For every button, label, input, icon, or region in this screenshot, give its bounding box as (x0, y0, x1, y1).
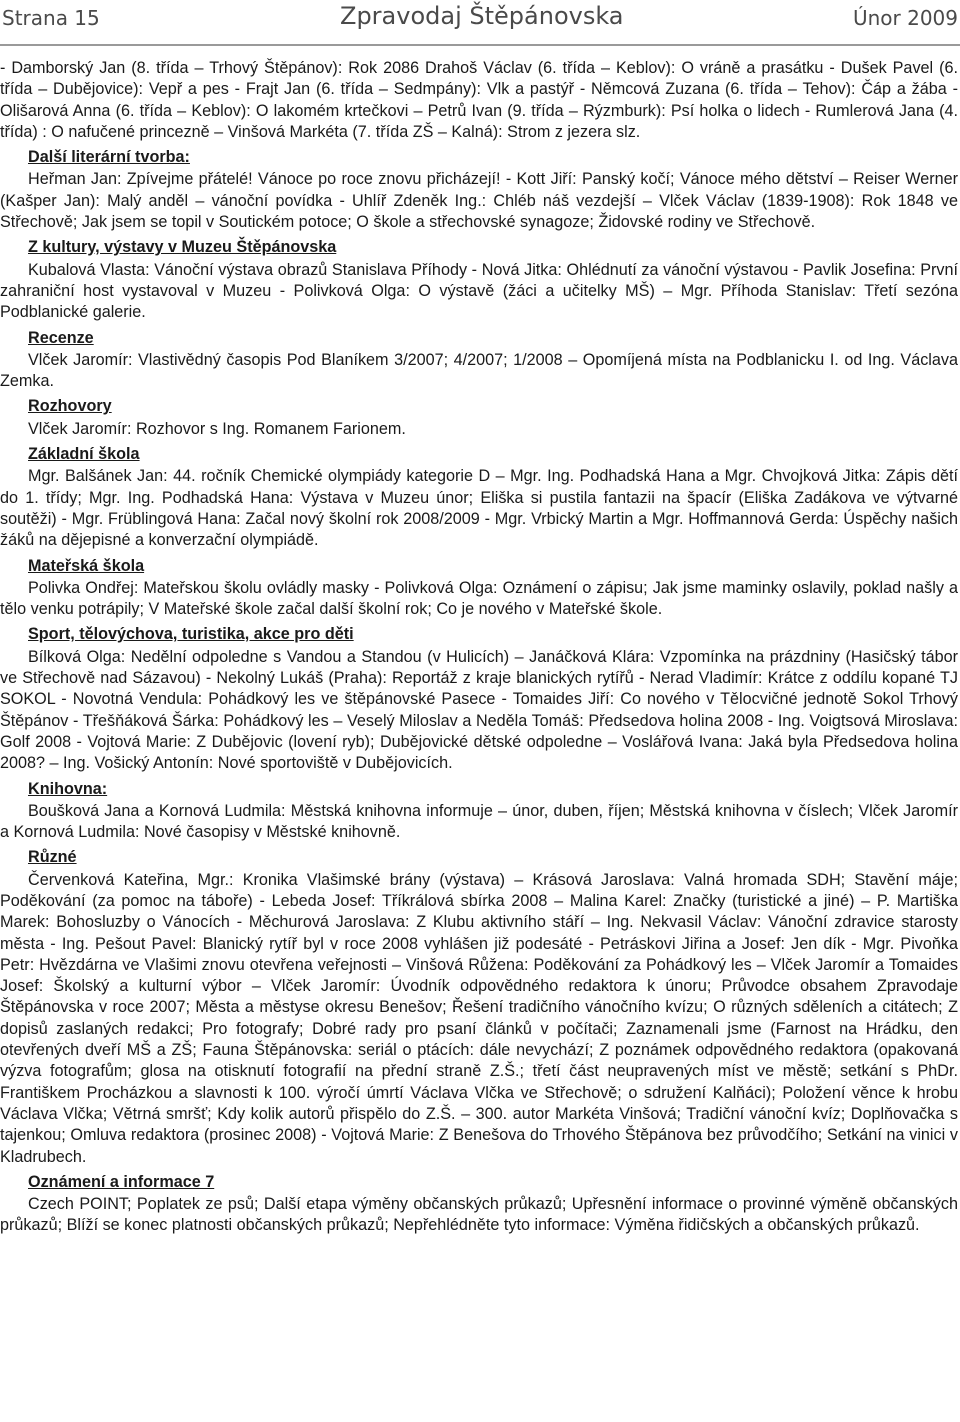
article-content (0, 58, 958, 1237)
section-heading: Mateřská škola (28, 556, 145, 575)
section-heading: Další literární tvorba: (28, 148, 190, 167)
section-text: Mgr. Balšánek Jan: 44. ročník Chemické olympiády kategorie D – Mgr. Ing. Podhadská Hana a Mgr. Chvojková Jitka: Zápis dětí do 1. třídy; Mgr. Ing. Podhadská Hana: Výstava v Muzeu únor; Eliška si pustila fantazii na špacír (Eliška Zadákova ve výtvarné soutěži) - Mgr. Früblingová Hana: Začal nový školní rok 2008/2009 - Mgr. Vrbický Martin a Mgr. Hoffmannová Gerda: Úspěchy našich žáků na dějepisné a konverzační olympiádě. (0, 467, 958, 550)
newsletter-title: Zpravodaj Štěpánovska (340, 2, 624, 30)
section-text: Bílková Olga: Nedělní odpoledne s Vandou a Standou (v Hulicích) – Janáčková Klára: Vzpomínka na prázdniny (Hasičský tábor ve Střechově nad Sázavou) - Nekolný Lukáš (Praha): Reportáž z kraje blanických rytířů - Nerad Vladimír: Krátce z oddílu kopané TJ SOKOL - Novotná Vendula: Pohádkový les ve štěpánovské Pasece - Tomaides Jiří: Co nového v Tělocvičné jednotě Sokol Trhový Štěpánov - Třešňáková Šárka: Pohádkový les – Veselý Miloslav a Neděla Tomáš: Předsedova holina 2008 - Ing. Voigtsová Miroslava: Golf 2008 - Vojtová Marie: Z Dubějovic (lovení ryb); Dubějovické dětské odpoledne – Voslářová Ivana: Jaká byla Předsedova holina 2008? – Ing. Vošický Antonín: Nové sportoviště v Dubějovicích. (0, 647, 958, 773)
section-text: Czech POINT; Poplatek ze psů; Další etapa výměny občanských průkazů; Upřesnění informace o provinné výměně občanských průkazů; Blíží se konec platnosti občanských průkazů; Nepřehlédněte tyto informace: Výměna řidičských a občanských průkazů. (0, 1195, 958, 1235)
section-kindergarten (0, 556, 958, 621)
section-interviews (0, 396, 958, 440)
page-header (0, 0, 960, 46)
section-heading: Z kultury, výstavy v Muzeu Štěpánovska (28, 238, 337, 257)
section-culture-exhibitions (0, 237, 958, 323)
section-text: Vlček Jaromír: Vlastivědný časopis Pod Blaníkem 3/2007; 4/2007; 1/2008 – Opomíjená místa na Podblanicku I. od Ing. Václava Zemka. (0, 350, 958, 391)
section-text: Polivka Ondřej: Mateřskou školu ovládly masky - Polivková Olga: Oznámení o zápisu; Jak jsme maminky oslavily, poklad našly a tělo venku potrápily; V Mateřské škole začal další školní rok; Co je nového v Mateřské škole. (0, 578, 958, 619)
section-sport (0, 624, 958, 774)
section-heading: Základní škola (28, 445, 140, 464)
issue-date: Únor 2009 (852, 6, 958, 30)
intro-paragraph: - Damborský Jan (8. třída – Trhový Štěpánov): Rok 2086 Drahoš Václav (6. třída – Keblov): O vráně a prasátku - Dušek Pavel (6. třída – Dubějovice): Vepř a pes - Frajt Jan (6. třída – Sedmpány): Vlk a pastýř - Němcová Zuzana (6. třída – Tehov): Čáp a žába - Olišarová Anna (6. třída – Keblov): O lakomém krtečkovi – Petrů Ivan (9. třída – Rýzmburk): Psí holka o lidech - Rumlerová Jana (4. třída) : O nafučené princezně – Vinšová Markéta (7. třída ZŠ – Kalná): Strom z jezera slz. (0, 59, 958, 141)
section-text: Boušková Jana a Kornová Ludmila: Městská knihovna informuje – únor, duben, říjen; Městská knihovna v číslech; Vlček Jaromír a Kornová Ludmila: Nové časopisy v Městské knihovně. (0, 801, 958, 842)
section-heading: Recenze (28, 328, 94, 347)
section-reviews (0, 328, 958, 393)
section-heading: Knihovna: (28, 779, 108, 798)
section-primary-school (0, 444, 958, 551)
section-miscellaneous (0, 847, 958, 1167)
section-text: Vlček Jaromír: Rozhovor s Ing. Romanem Farionem. (28, 419, 406, 438)
page-number: Strana 15 (2, 6, 100, 30)
section-heading: Různé (28, 848, 77, 867)
section-text: Heřman Jan: Zpívejme přátelé! Vánoce po roce znovu přicházejí! - Kott Jiří: Panský kočí; Vánoce mého dětství – Reiser Werner (Kašper Jan): Malý anděl – vánoční povídka - Uhlíř Zdeněk Ing.: Chléb náš vezdejší – Vlček Václav (1839-1908): Rok 1848 ve Střechově; Jak jsem se topil v Soutickém potoce; O škole a střechovské synagoze; Židovské rodiny ve Střechově. (0, 170, 958, 232)
section-text: Červenková Kateřina, Mgr.: Kronika Vlašimské brány (výstava) – Krásová Jaroslava: Valná hromada SDH; Stavění máje; Poděkování (za pomoc na táboře) - Lebeda Josef: Tříkrálová sbírka 2008 – Malina Karel: Značky (turistické a jiné) – P. Martiška Marek: Bohosluzby o Vánocích - Měchurová Jaroslava: Z Klubu aktivního stáří – Ing. Nekvasil Václav: Vánoční zdravice starosty města - Ing. Pešout Pavel: Blanický rytíř byl v roce 2008 vyhlášen již podesáté - Petráskovi Jiřina a Josef: Jen dík - Mgr. Pivoňka Petr: Hvězdárna ve Vlašimi znovu otevřena veřejnosti – Vinšová Růžena: Poděkování za Pohádkový les – Vlček Jaromír a Tomaides Josef: Školský a kulturní výbor – Vlček Jaromír: Úvodník odpovědného redaktora k únoru; Průvodce obsahem Zpravodaje Štěpánovska v roce 2007; Města a městyse okresu Benešov; Řešení tradičního vánočního kvízu; O různých sděleních a citátech; Z dopisů zaslaných redakci; Pro fotografy; Dobré rady pro psaní článků v počítači; Zaznamenali jsme (Farnost na Hrádku, den otevřených dveří MŠ a ZŠ; Fauna Štěpánovska: seriál o ptácích: dále nevychází; Z poznámek odpovědného redaktora (opakovaná výzva fotografům; glosa na otisknutí fotografií na přední straně Z.Š.; třetí část neupravených míst ve městě; setkání s PhDr. Františkem Procházkou a slavnosti k 100. výročí úmrtí Václava Vlčka ve Střechově; o sdružení Kalňáci); Položení věnce k hrobu Václava Vlčka; Větrná smršť; Kdy kolik autorů přispělo do Z.Š. – 300. autor Markéta Vinšová; Tradiční vánoční kvíz; Doplňovačka s tajenkou; Omluva redaktora (prosinec 2008) - Vojtová Marie: Z Benešova do Trhového Štěpánova bez průvodčího; Setkání na vinici v Kladrubech. (0, 870, 958, 1166)
section-announcements (0, 1172, 958, 1237)
section-heading: Oznámení a informace 7 (28, 1172, 215, 1191)
section-text: Kubalová Vlasta: Vánoční výstava obrazů Stanislava Příhody - Nová Jitka: Ohlédnutí za vánoční výstavou - Pavlik Josefina: První zahraniční host vystavoval v Muzeu - Polivková Olga: O výstavě (žáci a učitelky MŠ) – Mgr. Příhoda Stanislav: Třetí sezóna Podblanické galerie. (0, 260, 958, 322)
section-library (0, 779, 958, 844)
section-heading: Rozhovory (28, 397, 112, 416)
section-other-literary (0, 147, 958, 233)
section-heading: Sport, tělovýchova, turistika, akce pro děti (28, 625, 354, 644)
